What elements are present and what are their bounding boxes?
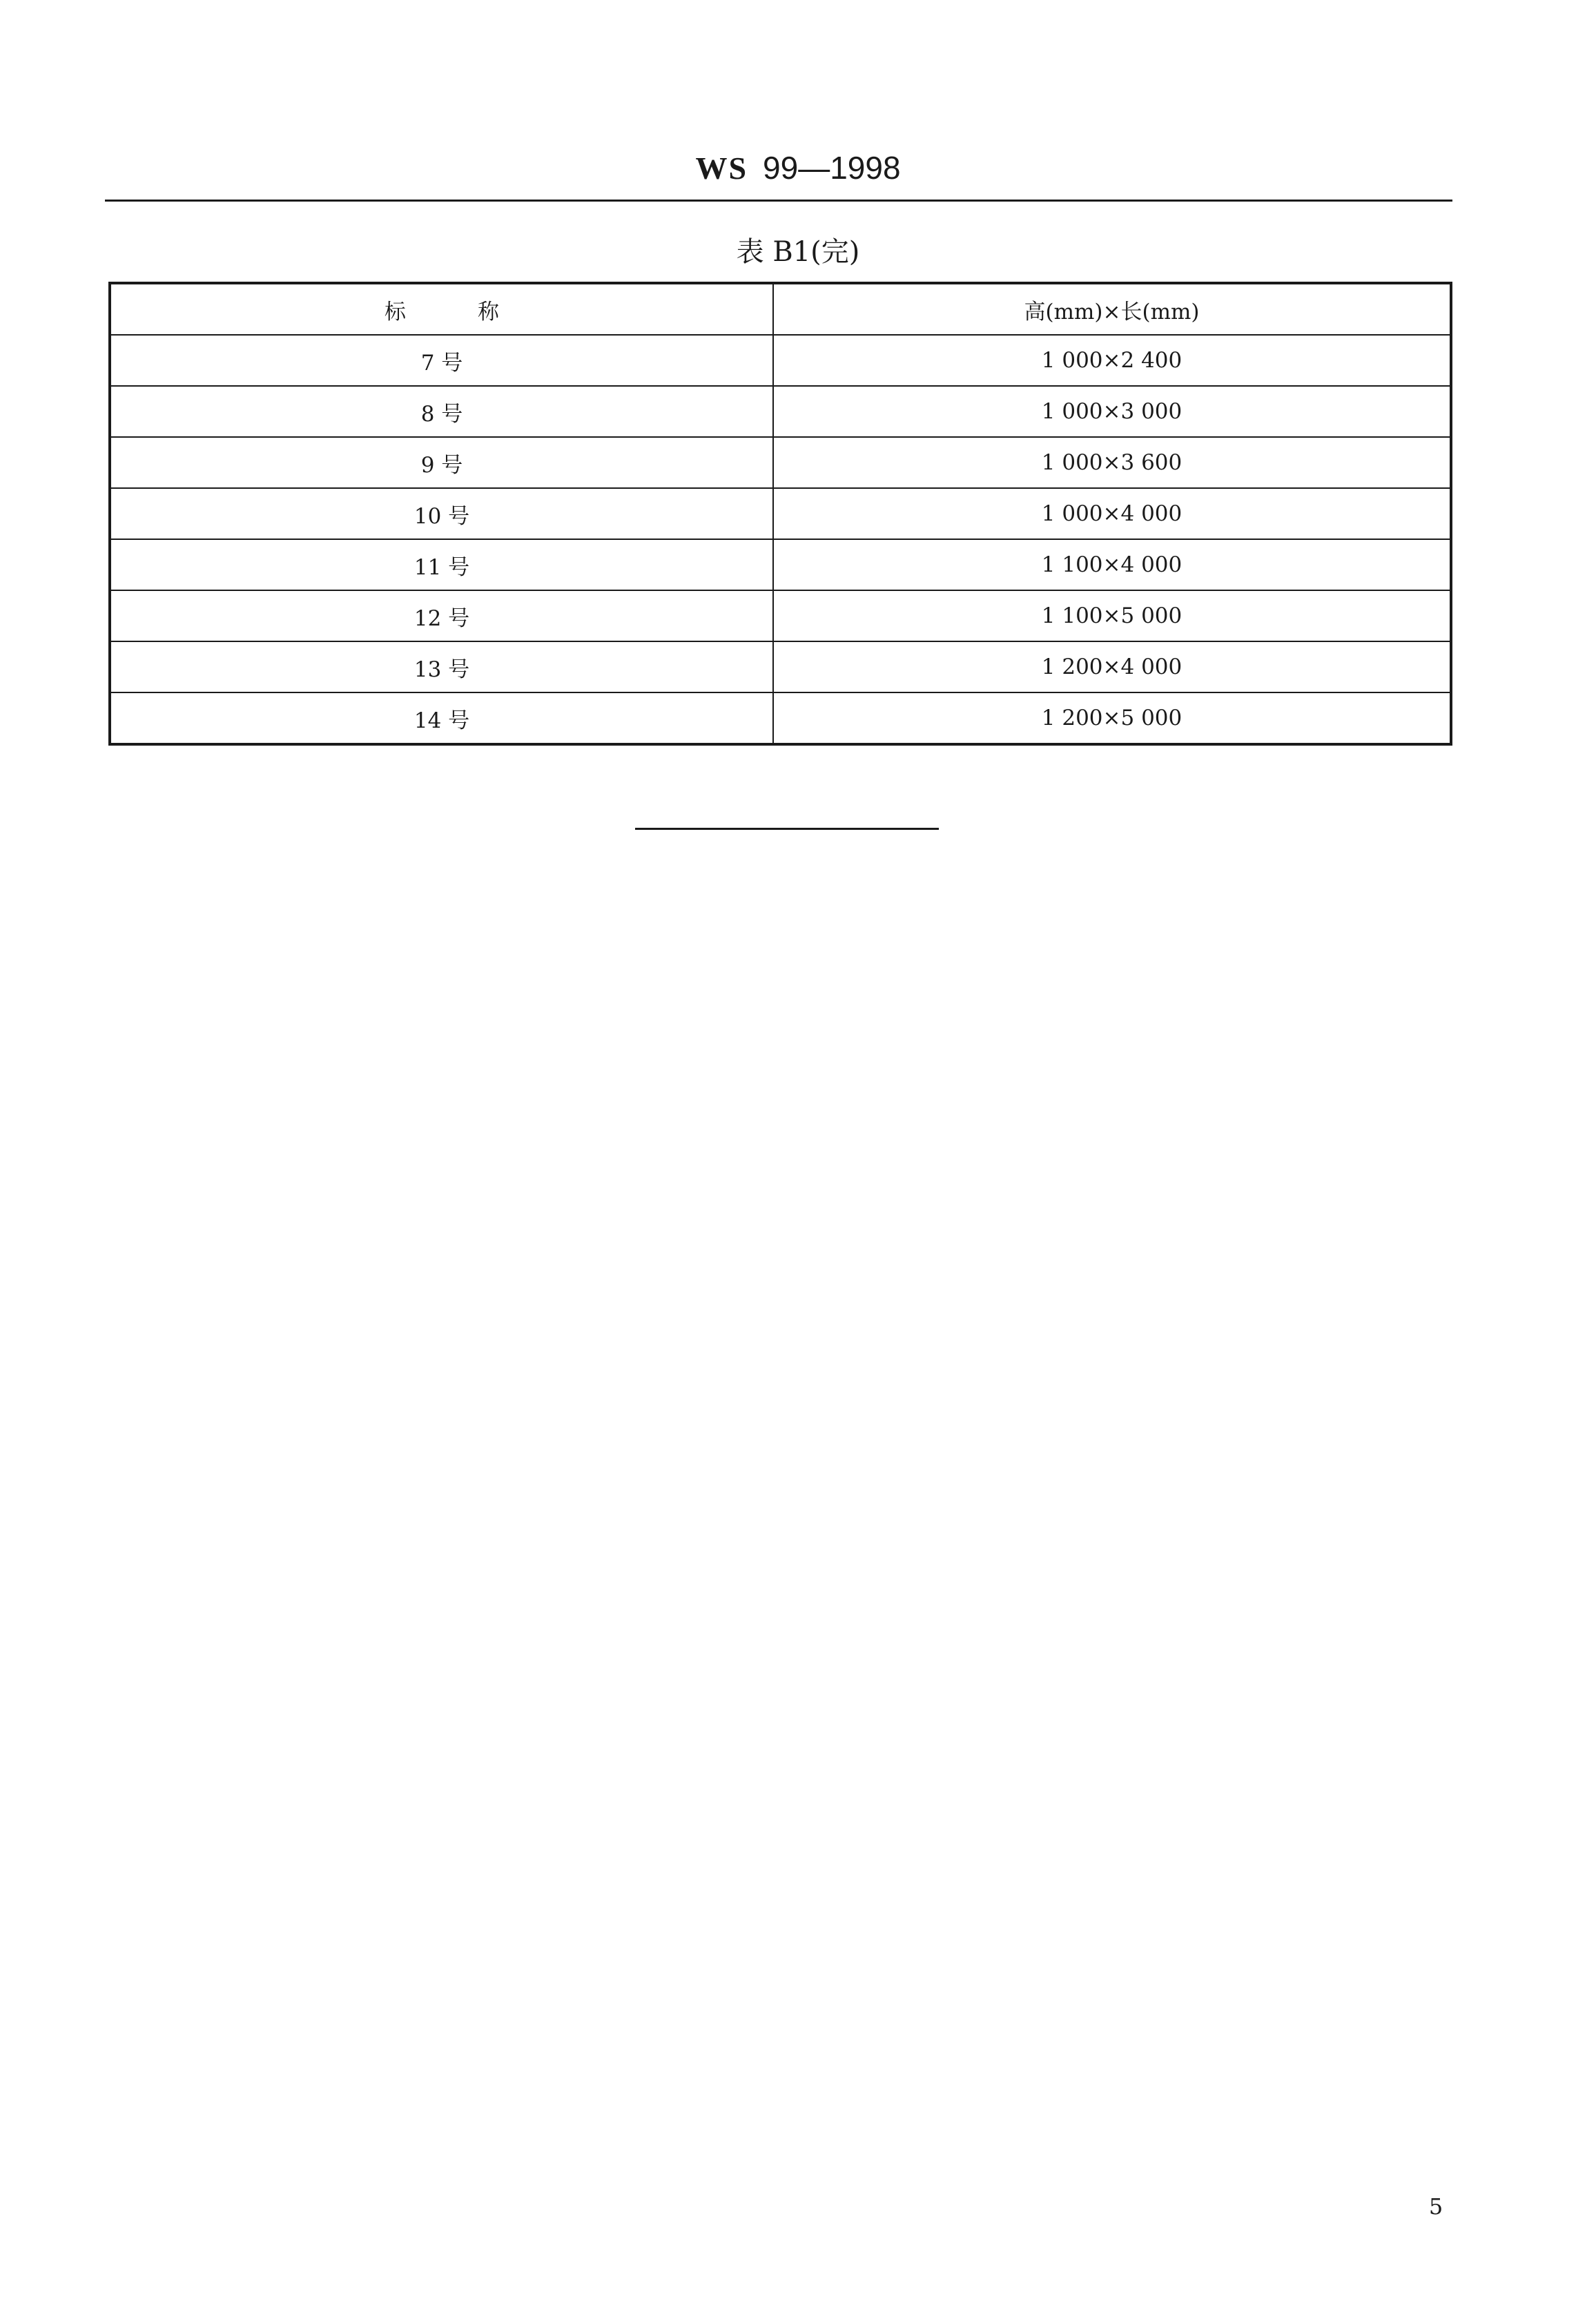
page-number: 5	[1428, 2193, 1443, 2220]
size-table	[108, 282, 1452, 746]
table-row	[110, 437, 1451, 488]
table-row	[110, 386, 1451, 437]
cell-name: 7 号	[110, 335, 773, 386]
table-row	[110, 488, 1451, 539]
table-row	[110, 335, 1451, 386]
cell-size: 1 200×5 000	[773, 692, 1451, 744]
table-row	[110, 590, 1451, 641]
end-of-standard-rule	[635, 828, 939, 830]
document-header	[0, 148, 1596, 188]
column-header-name: 标称	[110, 283, 773, 335]
cell-name: 8 号	[110, 386, 773, 437]
cell-size: 1 200×4 000	[773, 641, 1451, 692]
cell-name: 11 号	[110, 539, 773, 590]
cell-name: 14 号	[110, 692, 773, 744]
standard-prefix: WS	[695, 151, 748, 186]
table-row	[110, 641, 1451, 692]
cell-name: 10 号	[110, 488, 773, 539]
cell-size: 1 100×4 000	[773, 539, 1451, 590]
cell-size: 1 000×4 000	[773, 488, 1451, 539]
cell-size: 1 100×5 000	[773, 590, 1451, 641]
header-rule	[105, 200, 1452, 202]
cell-size: 1 000×2 400	[773, 335, 1451, 386]
table-row	[110, 692, 1451, 744]
cell-name: 9 号	[110, 437, 773, 488]
column-header-size: 高(mm)×长(mm)	[773, 283, 1451, 335]
table-caption: 表 B1(完)	[736, 236, 860, 268]
cell-name: 12 号	[110, 590, 773, 641]
table-row	[110, 539, 1451, 590]
table-header-row	[110, 283, 1451, 335]
cell-name: 13 号	[110, 641, 773, 692]
cell-size: 1 000×3 600	[773, 437, 1451, 488]
standard-number: 99—1998	[763, 150, 901, 186]
cell-size: 1 000×3 000	[773, 386, 1451, 437]
